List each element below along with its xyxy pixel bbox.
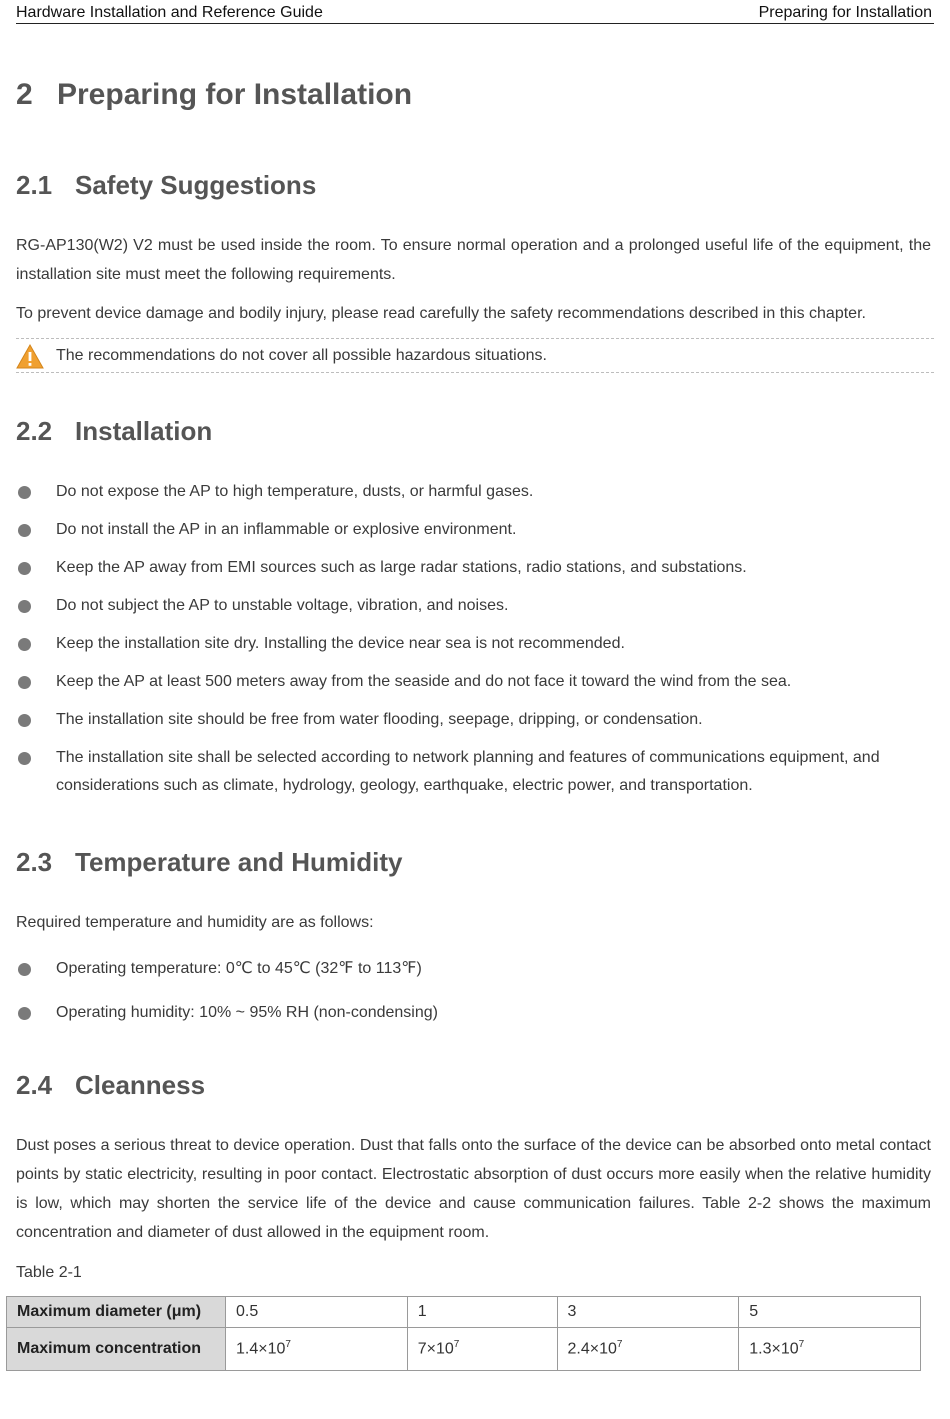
- list-item: [16, 668, 931, 696]
- table-cell: 1: [407, 1297, 557, 1328]
- bullet-dot-icon: [18, 638, 31, 651]
- list-item: [16, 630, 931, 658]
- table-cell: [557, 1328, 739, 1371]
- page-header: [16, 2, 934, 24]
- list-item-text: Keep the AP away from EMI sources such as large radar stations, radio stations, and substations.: [56, 559, 747, 576]
- concentration-exponent: 7: [453, 1339, 460, 1351]
- list-item: [16, 516, 931, 544]
- concentration-exponent: 7: [285, 1339, 291, 1351]
- warning-note: [16, 338, 934, 373]
- installation-list: [16, 478, 931, 800]
- section-number: 2.1: [16, 170, 53, 200]
- list-item: [16, 955, 931, 983]
- concentration-base: 1.3×10: [749, 1340, 799, 1358]
- bullet-dot-icon: [18, 562, 31, 575]
- list-item: [16, 478, 931, 506]
- section-heading-safety: [16, 170, 316, 201]
- list-item-text: The installation site should be free from water flooding, seepage, dripping, or condensation.: [56, 711, 703, 728]
- bullet-dot-icon: [18, 600, 31, 613]
- concentration-base: 2.4×10: [567, 1340, 617, 1358]
- table-row: [7, 1297, 921, 1328]
- list-item-text: The installation site shall be selected according to network planning and features of communications equipment, and considerations such as climate, hydrology, geology, earthquake, electric power, and transportation.: [56, 749, 880, 794]
- table-cell: 3: [557, 1297, 739, 1328]
- list-item-text: Operating temperature: 0℃ to 45℃ (32℉ to 113℉): [56, 960, 422, 977]
- list-item: [16, 744, 931, 800]
- section-heading-temperature: [16, 847, 402, 878]
- chapter-title-text: Preparing for Installation: [57, 78, 413, 111]
- table-row: [7, 1328, 921, 1371]
- header-doc-title: Hardware Installation and Reference Guide: [16, 4, 323, 21]
- section-heading-installation: [16, 416, 212, 447]
- table-cell: 0.5: [226, 1297, 408, 1328]
- section-heading-cleanness: [16, 1070, 205, 1101]
- bullet-dot-icon: [18, 486, 31, 499]
- section-number: 2.4: [16, 1070, 53, 1100]
- section-title: Cleanness: [75, 1070, 206, 1100]
- table-cell: [739, 1328, 921, 1371]
- list-item: [16, 554, 931, 582]
- table-caption: Table 2-1: [16, 1264, 82, 1281]
- temperature-list: [16, 955, 931, 1027]
- list-item: [16, 999, 931, 1027]
- section-title: Temperature and Humidity: [75, 847, 403, 877]
- list-item-text: Operating humidity: 10% ~ 95% RH (non-condensing): [56, 1004, 438, 1021]
- section-number: 2.2: [16, 416, 53, 446]
- list-item: [16, 706, 931, 734]
- chapter-title: [16, 78, 412, 112]
- section-title: Safety Suggestions: [75, 170, 317, 200]
- safety-paragraph-2: To prevent device damage and bodily injury, please read carefully the safety recommendations described in this chapter.: [16, 305, 866, 322]
- table-row-header: Maximum diameter (μm): [7, 1297, 226, 1328]
- safety-paragraph-1: RG-AP130(W2) V2 must be used inside the room. To ensure normal operation and a prolonged useful life of the equipment, the installation site must meet the following requirements.: [16, 237, 931, 283]
- table-cell: [226, 1328, 408, 1371]
- bullet-dot-icon: [18, 524, 31, 537]
- header-section-title: Preparing for Installation: [758, 4, 932, 21]
- concentration-exponent: 7: [616, 1339, 623, 1351]
- bullet-dot-icon: [18, 714, 31, 727]
- list-item-text: Do not expose the AP to high temperature, dusts, or harmful gases.: [56, 483, 534, 500]
- list-item-text: Keep the installation site dry. Installing the device near sea is not recommended.: [56, 635, 625, 652]
- list-item-text: Do not subject the AP to unstable voltage, vibration, and noises.: [56, 597, 509, 614]
- warning-triangle-icon: [16, 344, 44, 369]
- list-item-text: Do not install the AP in an inflammable or explosive environment.: [56, 521, 517, 538]
- list-item-text: Keep the AP at least 500 meters away from the seaside and do not face it toward the wind from the sea.: [56, 673, 792, 690]
- bullet-dot-icon: [18, 1007, 31, 1020]
- bullet-dot-icon: [18, 676, 31, 689]
- table-cell: 5: [739, 1297, 921, 1328]
- warning-text: The recommendations do not cover all possible hazardous situations.: [56, 347, 547, 364]
- list-item: [16, 592, 931, 620]
- dust-table: [6, 1296, 921, 1371]
- cleanness-paragraph: Dust poses a serious threat to device operation. Dust that falls onto the surface of the device can be absorbed onto metal contact points by static electricity, resulting in poor contact. Electrostatic absorption of dust occurs more easily when the relative humidity is low, which may shorten the service life of the device and cause communication failures. Table 2-2 shows the maximum concentration and diameter of dust allowed in the equipment room.: [16, 1137, 931, 1241]
- bullet-dot-icon: [18, 963, 31, 976]
- bullet-dot-icon: [18, 752, 31, 765]
- temperature-intro: Required temperature and humidity are as follows:: [16, 914, 374, 931]
- table-row-header: Maximum concentration: [7, 1328, 226, 1371]
- table-cell: [407, 1328, 557, 1371]
- chapter-number: 2: [16, 78, 33, 111]
- section-title: Installation: [75, 416, 213, 446]
- concentration-exponent: 7: [798, 1339, 805, 1351]
- concentration-base: 7×10: [417, 1340, 454, 1358]
- section-number: 2.3: [16, 847, 53, 877]
- concentration-base: 1.4×10: [236, 1340, 286, 1358]
